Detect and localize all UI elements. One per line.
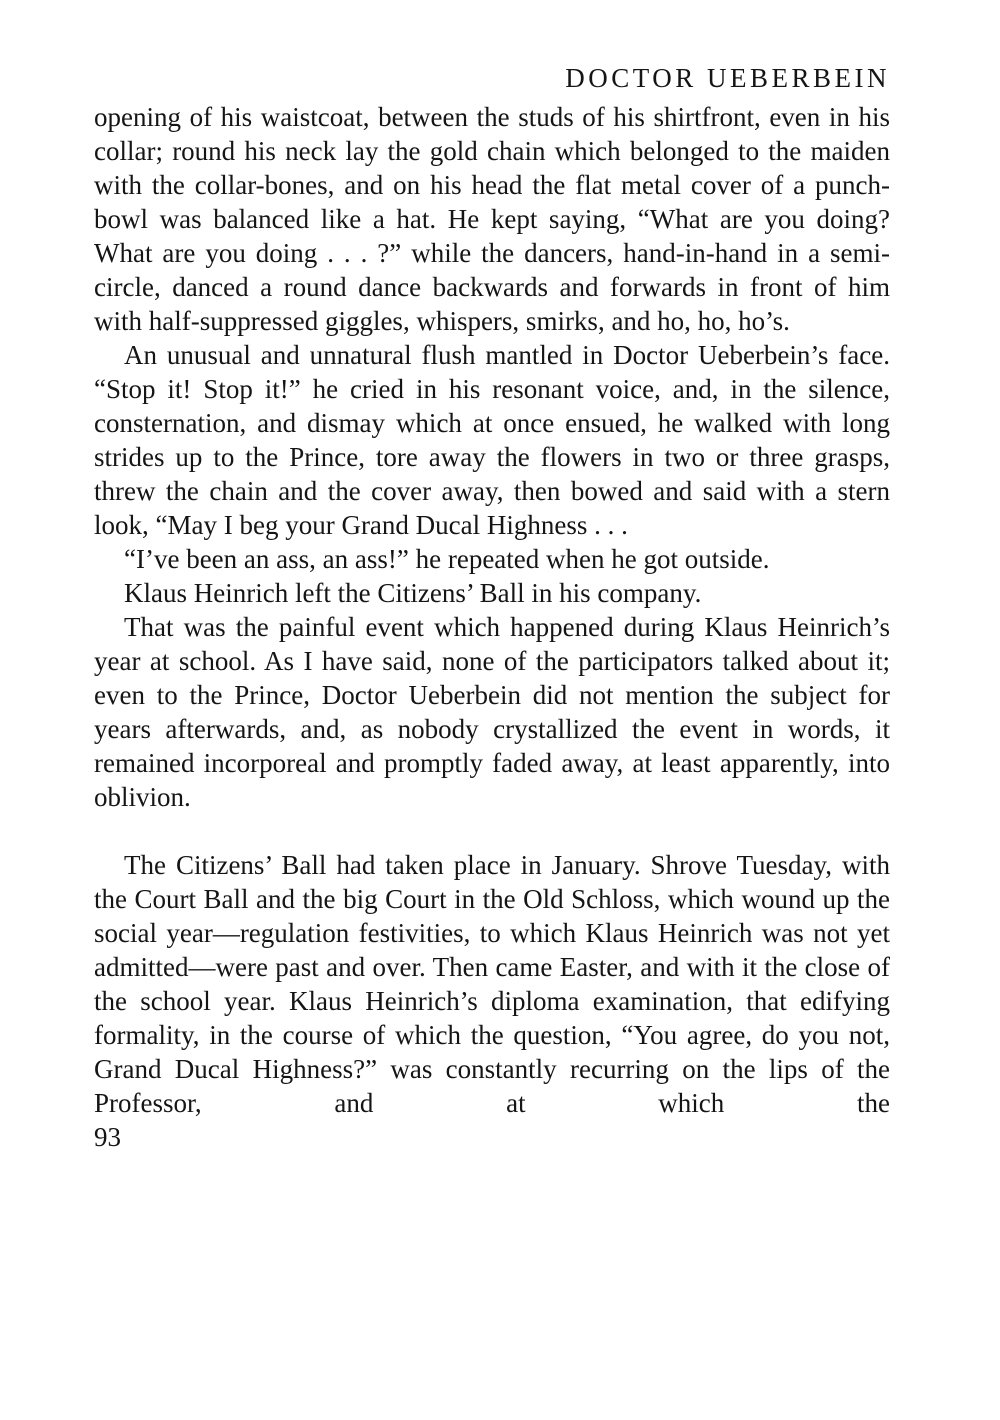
paragraph-painful-event: That was the painful event which happened during Klaus Heinrich’s year at school. As I have said, none of the participators talked about it; even to the Prince, Doctor Ueberbein did not mention the subject for years afterwards, and, as nobody crystallized the event in words, it remained incorporeal and promptly faded away, at least apparently, into oblivion. bbox=[94, 612, 890, 812]
paragraph-citizens-ball: The Citizens’ Ball had taken place in January. Shrove Tuesday, with the Court Ball and the big Court in the Old Schloss, which wound up the social year—regulation festivities, to which Klaus Heinrich was not yet admitted—were past and over. Then came Easter, and with it the close of the school year. Klaus Heinrich’s diploma examination, that edifying formality, in the course of which the question, “You agree, do you not, Grand Ducal Highness?” was constantly recurring on the lips of the Professor, and at which the bbox=[94, 850, 890, 1118]
paragraph-left-ball: Klaus Heinrich left the Citizens’ Ball in his company. bbox=[124, 578, 702, 608]
section-break bbox=[94, 814, 890, 848]
paragraph-flush: An unusual and unnatural flush mantled in Doctor Ueberbein’s face. “Stop it! Stop it!” he cried in his resonant voice, and, in the silence, consternation, and dismay which at once ensued, he walked with long strides up to the Prince, tore away the flowers in two or three grasps, threw the chain and the cover away, then bowed and said with a stern look, “May I beg your Grand Ducal Highness . . . bbox=[94, 340, 890, 540]
book-page bbox=[94, 58, 890, 1154]
paragraph-ass: “I’ve been an ass, an ass!” he repeated when he got outside. bbox=[124, 544, 770, 574]
paragraph-continuation: opening of his waistcoat, between the studs of his shirtfront, even in his collar; round his neck lay the gold chain which belonged to the maiden with the collar-bones, and on his head the flat metal cover of a punch-bowl was balanced like a hat. He kept saying, “What are you doing? What are you doing . . . ?” while the dancers, hand-in-hand in a semicircle, danced a round dance backwards and forwards in front of him with half-suppressed giggles, whispers, smirks, and ho, ho, ho’s. bbox=[94, 102, 890, 336]
running-head: DOCTOR UEBERBEIN bbox=[565, 63, 890, 93]
page-number: 93 bbox=[94, 1122, 121, 1152]
